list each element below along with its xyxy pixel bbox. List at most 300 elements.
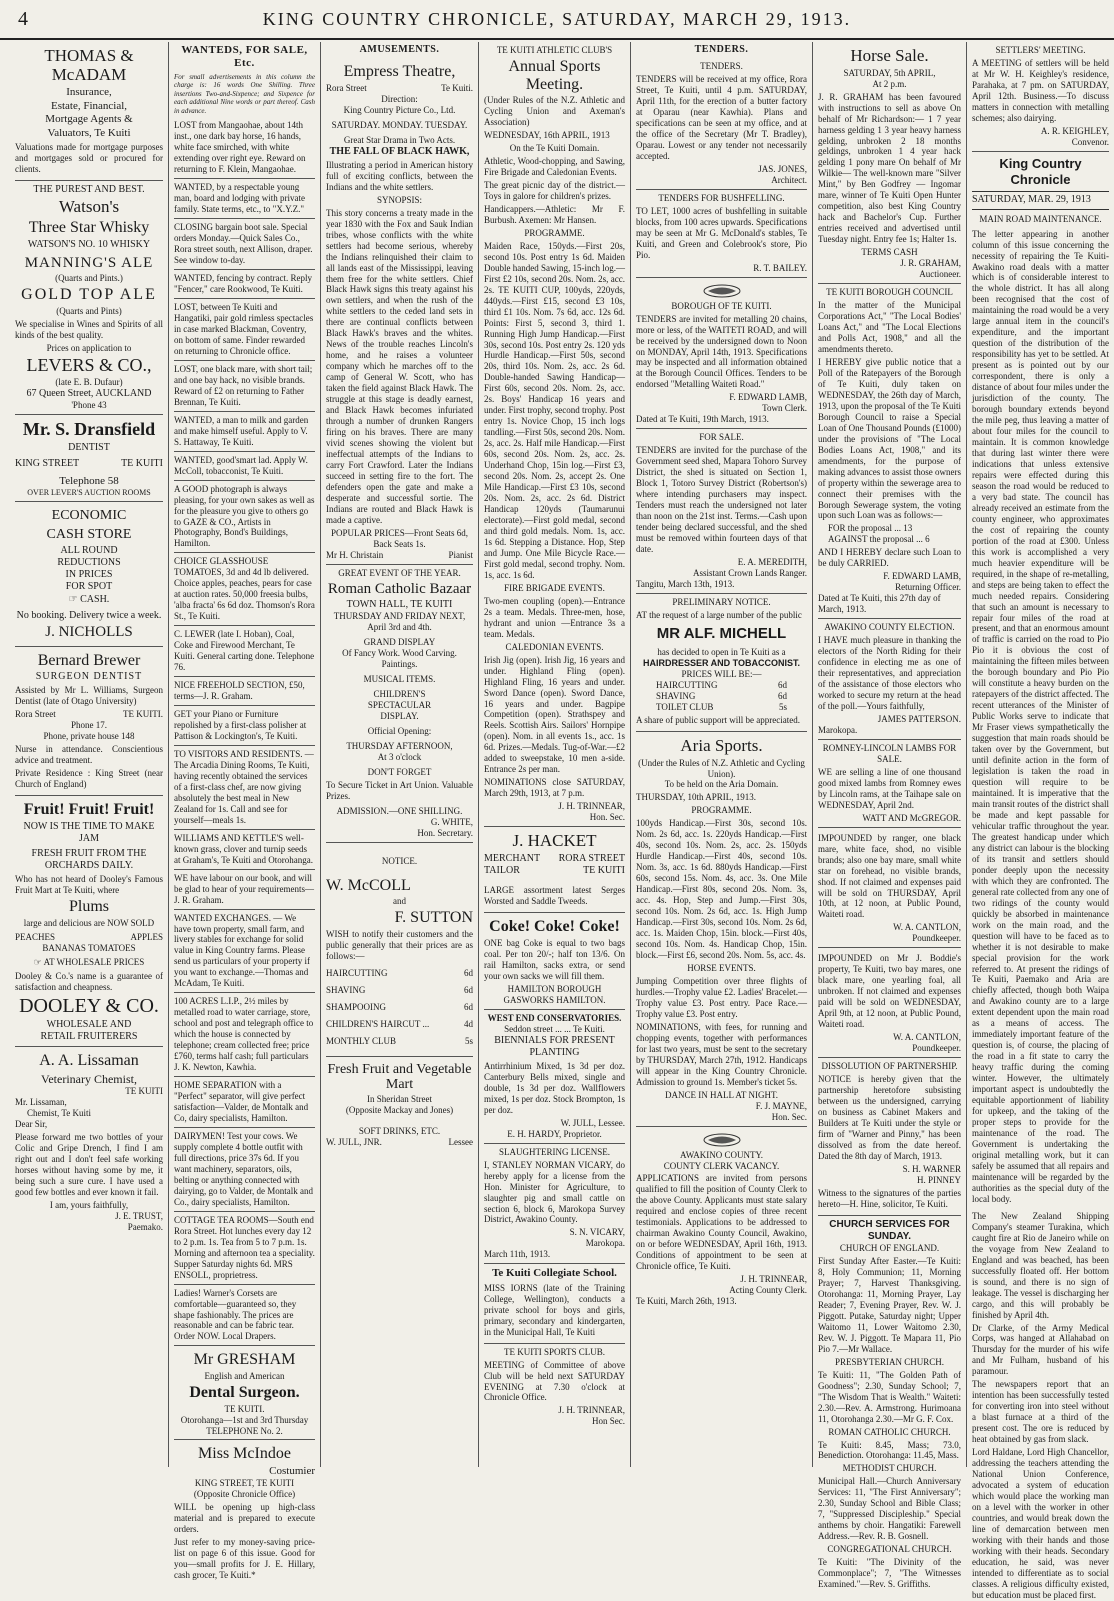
levers-address: 67 Queen Street, AUCKLAND <box>26 388 152 400</box>
news-3: The newspapers report that an intention has been successfully tested for converting iron into steel without a blast furnace at a third of the present cost. The ore is reduced by heat obtained by gas from slack. <box>972 1379 1109 1445</box>
phone-private: Phone, private house 148 <box>43 731 135 742</box>
classified-6: WANTED, a man to milk and garden and make himself useful. Apply to V. S. Hattaway, Te Kuiti. <box>174 412 315 452</box>
dear-sir: Dear Sir, <box>15 1119 48 1130</box>
patterson: JAMES PATTERSON. <box>877 713 961 724</box>
biennials-heading: BIENNIALS FOR PRESENT PLANTING <box>494 1034 615 1058</box>
trust-signature: J. E. TRUST, <box>115 1210 163 1221</box>
picture-company: King Country Picture Co., Ltd. <box>343 104 456 115</box>
classified-8: A GOOD photograph is always pleasing, for your own sakes as well as for the pleasure you give to others go to GAZE & CO., Artists in Photography, Bond's Buildings, Hamilton. <box>174 481 315 554</box>
classified-1: WANTED, by a respectable young man, board and lodging with private family. State terms, etc., to "X.Y.Z." <box>174 179 315 219</box>
dental-surgeon: Dental Surgeon. <box>189 1383 300 1401</box>
column-7 <box>966 42 1114 1600</box>
preliminary-notice: PRELIMINARY NOTICE. <box>672 596 771 607</box>
will-open: WILL be opening up high-class material and is prepared to execute orders. <box>174 1502 315 1535</box>
settlers-text: A MEETING of settlers will be held at Mr W. H. Keighley's residence, Parahaka, at 7 pm. on SATURDAY, April 12th. Business.—To discuss matters in connection with metalling schemes; also dairying. <box>972 57 1109 123</box>
price-row-2 <box>326 1002 473 1013</box>
aria-nominations: NOMINATIONS, with fees, for running and chopping events, together with performances for last two years, must be sent to the secretary by THURSDAY, March 27th, 1912. Handicaps will appear in the King Country Chronicle. Admission to ground 1s. Member's ticket 5s. <box>636 1021 807 1087</box>
apples: APPLES <box>130 931 163 942</box>
fancy-work: Of Fancy Work. Wood Carving. Paintings. <box>342 648 457 670</box>
catholic-heading: ROMAN CATHOLIC CHURCH. <box>828 1426 951 1437</box>
programme-heading: PROGRAMME. <box>524 227 585 238</box>
telephone-2: TELEPHONE No. 2. <box>206 1425 283 1436</box>
price-item: MONTHLY CLUB <box>326 1035 397 1046</box>
caledonian-heading: CALEDONIAN EVENTS. <box>505 641 604 652</box>
cash-label: ☞ CASH. <box>68 593 110 605</box>
telephone-58: Telephone 58 <box>59 474 119 487</box>
michell-price-1 <box>636 691 807 702</box>
borough-crest-icon <box>702 284 742 298</box>
hairdresser-tobacconist: HAIRDRESSER AND TOBACCONIST. <box>642 658 800 669</box>
impounded-2-ad <box>818 948 961 1058</box>
classified-5: LOST, one black mare, with short tail; and one bay hack, no visible brands. Reward of £2 on returning to Father Brennan, Te Kuiti. <box>174 361 315 412</box>
price-row-1 <box>326 985 473 996</box>
thomas-line-3: Mortgage Agents & <box>45 113 133 126</box>
opp-mackay: (Opposite Mackay and Jones) <box>345 1105 454 1116</box>
yours-faithfully: I am, yours faithfully, <box>49 1200 129 1210</box>
mcindoe-ad <box>174 1440 315 1586</box>
impounded-2-text: IMPOUNDED on Mr J. Boddie's property, Te Kuiti, two bay mares, one black mare, one yearling foal, all unbroken. If not claimed and expenses paid will be sold on WEDNESDAY, April 9th, at 12 noon, at Public Pound, Waiteti road. <box>818 953 961 1030</box>
column-5 <box>630 42 812 1467</box>
church-heading: CHURCH SERVICES FOR SUNDAY. <box>829 1218 950 1242</box>
butter-factory-tender <box>636 58 807 190</box>
poundkeeper-1: Poundkeeper. <box>912 933 961 944</box>
against-proposal: AGAINST the proposal ... 6 <box>828 534 930 545</box>
price-value: 6d <box>464 1001 473 1012</box>
prices-on-application: Prices on application to <box>46 342 132 353</box>
conservatories-ad <box>484 1010 625 1144</box>
king-street: KING STREET <box>15 458 80 470</box>
lamb-1: F. EDWARD LAMB, <box>729 392 807 403</box>
sheridan-street: In Sheridan Street <box>367 1094 432 1105</box>
column-3 <box>320 42 478 1467</box>
election-ad <box>818 619 961 740</box>
aria-title: Aria Sports. <box>680 735 763 755</box>
price-value: 6d <box>778 679 787 690</box>
notice-heading: NOTICE. <box>381 855 418 866</box>
sports-date: WEDNESDAY, 16th APRIL, 1913 <box>484 130 610 141</box>
mayne: F. J. MAYNE, <box>755 1100 807 1111</box>
watsons-title: Watson's <box>58 197 120 217</box>
slaughtering-heading: SLAUGHTERING LICENSE. <box>499 1146 610 1157</box>
dransfield-title: Mr. S. Dransfield <box>22 419 156 440</box>
classified-16: WANTED EXCHANGES. — We have town property, small farm, and livery stables for exchange for solid value in King Country farms. Please send us particulars of your property if you want to exchange.—Thomas and McAdam, Te Kuiti. <box>174 910 315 994</box>
news-4: Lord Haldane, Lord High Chancellor, addressing the teachers attending the National Union Conference, advocated a system of education which would place the working man on a level with the worker in other countries, and would break down the line of demarcation between men working with their hands and those working with their heads. Secondary education, he said, was never intended to differentiate as to social classes. A religious difficulty existed, but education must be placed first. <box>972 1447 1109 1600</box>
graham: J. R. GRAHAM, <box>900 258 961 269</box>
classified-15: WE have labour on our book, and will be glad to hear of your requirements—J. R. Graham. <box>174 870 315 910</box>
column-1 <box>10 42 168 1467</box>
march-11: March 11th, 1913. <box>484 1249 551 1260</box>
classified-13: TO VISITORS AND RESIDENTS. —The Arcadia Dining Rooms, Te Kuiti, having recently obtained the services of a first-class chef, are now giving absolutely the best meal in New Zealand for 1s. Call and see for yourself—meals 1s. <box>174 746 315 830</box>
coke-text: ONE bag Coke is equal to two bags coal. Per ton 20/-; half ton 13/6. On rail Hamilton, sacks extra, or send your own sacks we will fill them. <box>484 937 625 981</box>
aria-date: THURSDAY, 10th APRIL, 1913. <box>636 792 757 803</box>
sports-domain: On the Te Kuiti Domain. <box>509 143 600 154</box>
price-value: 6d <box>464 984 473 995</box>
michell-ad <box>636 594 807 732</box>
hacket-town: TE KUITI <box>583 865 625 877</box>
mcindoe-opposite: (Opposite Chronicle Office) <box>193 1489 296 1500</box>
congregational-heading: CONGREGATIONAL CHURCH. <box>827 1544 952 1555</box>
matter-text: In the matter of the Municipal Corporations Act," "The Local Bodies' Loans Act," and "The Local Elections and Polls Act, 1908," and all the amendments thereto. <box>818 300 961 354</box>
poll-dated: Dated at Te Kuiti, this 27th day of March, 1913. <box>818 593 941 615</box>
price-item: HAIRCUTTING <box>326 967 388 978</box>
hacket-row-1 <box>484 853 625 865</box>
dentist-label: DENTIST <box>68 442 110 454</box>
specialise-text: We specialise in Wines and Spirits of all kinds of the best quality. <box>15 318 163 340</box>
corsets-ad: Ladies! Warner's Corsets are comfortable—guaranteed so, they shape fashionably. The prices are reasonable and can be fabric tear. Order NOW. Local Drapers. <box>174 1285 315 1347</box>
page-title: KING COUNTRY CHRONICLE, SATURDAY, MARCH 29, 1913. <box>262 9 852 29</box>
watsons-ad <box>15 181 163 416</box>
settlers-meeting-ad <box>972 42 1109 152</box>
lissaman-letter: Please forward me two bottles of your Colic and Gripe Drench, I find I am right out and I don't feel safe working horses without having some by me, it being such a sure cure. I have used a good few bottles and ever known it fail. <box>15 1132 163 1198</box>
hacket-name: J. HACKET <box>512 831 597 851</box>
classified-14: WILLIAMS AND KETTLE'S well-known grass, clover and turnip seeds at Graham's, Te Kuiti and Otorohanga. <box>174 830 315 870</box>
bazaar-thursday: THURSDAY AND FRIDAY NEXT, <box>333 611 466 622</box>
lissaman-ad <box>15 1047 163 1236</box>
direction-label: Direction: <box>381 93 418 104</box>
collegiate-title: Te Kuiti Collegiate School. <box>492 1267 617 1280</box>
private-residence: Private Residence : King Street (near Church of England) <box>15 768 163 790</box>
empress-town: Te Kuiti. <box>441 82 473 93</box>
classified-19: DAIRYMEN! Test your cows. We supply complete 4 bottle outfit with full directions, price 37s 6d. If you want machinery, separators, oils, belting or anything connected with dairying, go to Valder, de Montalk and Co., dairy specialists, Hamilton. <box>174 1128 315 1212</box>
loan-poll-ad <box>818 284 961 619</box>
catholic-text: Te Kuiti: 8.45, Mass; 73.0, Benediction. Otorohanga: 11.45, Mass. <box>818 1439 961 1461</box>
economic-ad <box>15 502 163 647</box>
acting-clerk: Acting County Clerk. <box>729 1285 807 1296</box>
tenders-sub: TENDERS. <box>700 61 743 72</box>
sports-hon-sec: Hon Sec. <box>592 1416 625 1427</box>
tangitu-date: Tangitu, March 13th, 1913. <box>636 578 735 589</box>
county-crest-icon <box>702 1133 742 1147</box>
dransfield-ad <box>15 415 163 501</box>
michell-price-0 <box>636 680 807 691</box>
mayne-hon-sec: Hon. Sec. <box>771 1111 807 1122</box>
presbyterian-heading: PRESBYTERIAN CHURCH. <box>834 1356 944 1367</box>
peaches-apples <box>15 932 163 943</box>
impounded-1-ad <box>818 828 961 949</box>
amusements-heading: AMUSEMENTS. <box>359 44 440 55</box>
price-item: HAIRCUTTING <box>656 679 718 690</box>
at-3: At 3 o'clock <box>377 752 422 762</box>
impounded-1-text: IMPOUNDED by ranger, one black mare, white face, shod, no visible brands; also one bay mare, small white star on forehead, no visible brands, shod. If not claimed and expenses paid will be sold on THURSDAY, April 10th, at 12 noon, at Public Pound, Waiteti road. <box>818 832 961 920</box>
costumier: Costumier <box>269 1465 315 1478</box>
show-days: SATURDAY. MONDAY. TUESDAY. <box>331 119 468 130</box>
empress-rora: Rora Street <box>326 82 367 93</box>
tailor: TAILOR <box>484 865 520 877</box>
popular-prices: POPULAR PRICES—Front Seats 6d, Back Seats 1s. <box>330 527 469 549</box>
brewer-text: Assisted by Mr L. Williams, Surgeon Dentist (late of Otago University) <box>15 685 163 707</box>
plums-title: Plums <box>68 898 109 916</box>
dransfield-address <box>15 458 163 470</box>
vicary: S. N. VICARY, <box>569 1227 625 1238</box>
bailey: R. T. BAILEY. <box>753 262 807 273</box>
price-value: 4d <box>464 1018 473 1029</box>
caledonian-text: Irish Jig (open). Irish Jig, 16 years and under. Highland Fling (open). Highland Fling, 16 years and under. Sword Dance (open). Sword Dance, 16 years and under. Bagpipe Competition (open). Strathspey and Reels. Scottish Airs. Sailors' Hornpipe (open). Nom. in all events 1s., acc. 1s 6d. Prizes.—Medals. Tug-of-War.—£2 added to sweepstake, 10 men a-side. Entrance 2s per man. <box>484 654 625 775</box>
thomas-line-1: Insurance, <box>66 86 112 99</box>
surgeon-dentist: SURGEON DENTIST <box>35 671 143 683</box>
classified-12: GET your Piano or Furniture repolished by a first-class polisher at Pattison & Lockington's, Te Kuiti. <box>174 706 315 746</box>
editorial-date <box>972 191 1109 209</box>
cash-store-title: CASH STORE <box>46 526 132 542</box>
fruit-mart-ad <box>326 1057 473 1152</box>
michell-name: MR ALF. MICHELL <box>656 624 787 642</box>
price-item: TOILET CLUB <box>656 701 714 712</box>
pianist: Pianist <box>448 549 473 560</box>
price-row-3 <box>326 1019 473 1030</box>
classified-11: NICE FREEHOLD SECTION, £50, terms—J. R. Graham. <box>174 677 315 706</box>
lambs-ad <box>818 740 961 828</box>
mr-lissaman: Mr. Lissaman, <box>15 1097 67 1108</box>
hardy: E. H. HARDY, Proprietor. <box>507 1128 602 1139</box>
brewer-te-kuiti: TE KUITI. <box>123 709 163 720</box>
bushfelling-text: TO LET, 1000 acres of bushfelling in suitable blocks, from 100 acres upwards. Specifications may be seen at Mr G. McDonald's stables, Te Kuiti, and Green and Colebrook's store, Pio Pio. <box>636 205 807 260</box>
horse-sale-title: Horse Sale. <box>850 46 929 65</box>
horse-sale-text: J. R. GRAHAM has been favoured with instructions to sell as above On behalf of Mr Richardson:— 1 7 year harness gelding 1 3 year heavy harness gelding, unbroken 2 18 months geldings, unbroken 1 4 year hack gelding 1 pony mare On behalf of Mr Wilkie— The well-known mare "Silver Mint," by Ben Godfrey — Ingomar mare, winner of Te Kuiti Open Hunter competition, also best King Country hack and Bachelor's Cup. Further entries received and advertised until Tuesday night. Entry fee 1s; Halter 1s. <box>818 91 961 245</box>
editorial-date-text: SATURDAY, MAR. 29, 1913 <box>972 194 1091 206</box>
sports-club-ad <box>484 1344 625 1431</box>
meredith: E. A. MEREDITH, <box>737 556 807 567</box>
aria-sports-ad <box>636 732 807 1127</box>
nurse-text: Nurse in attendance. Conscientious advice and treatment. <box>15 744 163 766</box>
thursday-afternoon: THURSDAY AFTERNOON, <box>346 741 453 752</box>
chemist-te-kuiti: Chemist, Te Kuiti <box>27 1108 91 1119</box>
election-text: I HAVE much pleasure in thanking the electors of the North Riding for their confidence in electing me as one of their representatives, and appreciation of the assistance of those electors who worked to secure my return at the head of the poll.—Yours faithfully, <box>818 635 961 711</box>
wholesale-and: WHOLESALE AND <box>46 1018 132 1030</box>
pinney: H. PINNEY <box>917 1174 961 1185</box>
english-american: English and American <box>204 1371 285 1381</box>
election-heading: AWAKINO COUNTY ELECTION. <box>824 622 955 633</box>
congregational-text: Te Kuiti: "The Divinity of the Commonplace"; 7, "The Witnesses Examined."—Rev. S. Griffiths. <box>818 1557 961 1590</box>
price-item: SHAVING <box>656 690 696 701</box>
classified-0: LOST from Mangaohae, about 14th inst., one dark bay horse, 16 hands, white face smirched, with white extending over right eye. Reward on returning to F. Klein, Mangaohae. <box>174 117 315 179</box>
news-2: Dr Clarke, of the Army Medical Corps, was hanged at Allahabad on Thursday for the murder of his wife and Mr Fulham, husband of his paramour. <box>972 1322 1109 1377</box>
brewer-ad <box>15 647 163 797</box>
awakino-county: AWAKINO COUNTY. <box>679 1149 764 1160</box>
decided-text: has decided to open in Te Kuiti as a <box>657 647 786 658</box>
wholesale-prices: ☞ AT WHOLESALE PRICES <box>33 956 145 967</box>
gold-top-ale: GOLD TOP ALE <box>21 286 157 304</box>
classified-18: HOME SEPARATION with a "Perfect" separator, will give perfect satisfaction—Valder, de Montalk and Co, dairy specialists, Hamilton. <box>174 1077 315 1128</box>
aria-programme-heading: PROGRAMME. <box>691 805 752 816</box>
bananas: BANANAS TOMATOES <box>42 942 136 953</box>
cantlon-2: W. A. CANTLON, <box>893 1032 961 1043</box>
nicholls-name: J. NICHOLLS <box>45 624 133 641</box>
guarantee-text: Dooley & Co.'s name is a guarantee of satisfaction and cheapness. <box>15 970 163 992</box>
purest-best: THE PUREST AND BEST. <box>33 183 145 195</box>
now-time: NOW IS THE TIME TO MAKE JAM <box>23 820 155 844</box>
classified-4: LOST, between Te Kuiti and Hangatiki, pair gold rimless spectacles in case marked Blackman, Coventry, on bottom of same. Finder rewarded on returning to Chronicle office. <box>174 299 315 361</box>
annual-sports: Annual Sports Meeting. <box>508 57 601 93</box>
county-trinnear: J. H. TRINNEAR, <box>740 1274 807 1285</box>
fall-black-hawk: THE FALL OF BLACK HAWK, <box>329 145 470 157</box>
borough-dated: Dated at Te Kuiti, 19th March, 1913. <box>636 414 769 425</box>
horse-sale-ad <box>818 42 961 284</box>
newspaper-columns <box>0 42 1114 1600</box>
watsons-10: WATSON'S NO. 10 WHISKY <box>27 239 151 251</box>
empress-ad <box>326 58 473 565</box>
jull-jnr: W. JULL, JNR. <box>326 1137 382 1148</box>
county-dated: Te Kuiti, March 26th, 1913. <box>636 1296 737 1307</box>
mcindoe-address: KING STREET, TE KUITI <box>194 1478 295 1489</box>
horse-sale-time: At 2 p.m. <box>872 78 907 89</box>
thomas-line-2: Estate, Financial, <box>50 99 128 112</box>
barbers-ad <box>326 843 473 1057</box>
bazaar-april: April 3rd and 4th. <box>367 622 432 633</box>
architect: Architect. <box>771 174 807 185</box>
brewer-name: Bernard Brewer <box>37 651 141 669</box>
mcindoe-name: Miss McIndoe <box>198 1445 291 1463</box>
admission: ADMISSION.—ONE SHILLING. <box>336 805 463 816</box>
fruit-mart-title: Fresh Fruit and Vegetable Mart <box>327 1061 472 1093</box>
borough-council: TE KUITI BOROUGH COUNCIL <box>826 287 953 298</box>
west-end: WEST END CONSERVATORIES. <box>487 1012 622 1023</box>
prices-will-be: PRICES WILL BE:— <box>681 669 762 680</box>
town-clerk: Town Clerk. <box>762 403 807 414</box>
childrens: CHILDREN'S <box>373 689 426 700</box>
romney-text: WE are selling a line of one thousand good mixed lambs from Romney ewes by Lincoln rams, at the Taihape sale on WEDNESDAY, April 2nd. <box>818 766 961 810</box>
classified-17: 100 ACRES L.I.P., 2½ miles by metalled road to water carriage, store, school and post and telegraph office to which the house is connected by telephone; cream collected free; price £760, terms half cash; full particulars J. K. Newton, Kawhia. <box>174 993 315 1077</box>
settlers-heading: SETTLERS' MEETING. <box>995 45 1086 55</box>
christain: Mr H. Christain <box>326 549 384 560</box>
romney-heading: ROMNEY-LINCOLN LAMBS FOR SALE. <box>822 742 957 764</box>
seed-shed-tender <box>636 429 807 594</box>
lamb-2: F. EDWARD LAMB, <box>883 571 961 582</box>
quarts-2: (Quarts and Pints) <box>56 305 122 316</box>
bazaar-title: Roman Catholic Bazaar <box>327 580 472 597</box>
display-label: DISPLAY. <box>380 711 419 722</box>
sports-club-heading: TE KUITI SPORTS CLUB. <box>504 1346 605 1357</box>
auctioneer: Auctioneer. <box>919 269 961 280</box>
applications-text: APPLICATIONS are invited from persons qualified to fill the position of County Clerk to the above County. Applicants must state salary required and enclose copies of three recent testimonials. Applications to be addressed to chairman Awakino County Council, Awakino, on or before WEDNESDAY, April 16th, 1913. Conditions of appointment to be seen at Chronicle office, Te Kuiti. <box>636 1173 807 1272</box>
wish-text: WISH to notify their customers and the public generally that their prices are as follows:— <box>326 928 473 961</box>
horse-events-text: Jumping Competition over three flights of hurdles.—Trophy value £2. Ladies' Bracelet.—Trophy value £3. Post entry. Pace Race.—Trophy value £3. Post entry. <box>636 975 807 1019</box>
keighley: A. R. KEIGHLEY, <box>1040 125 1109 136</box>
aria-programme-text: 100yds Handicap.—First 30s, second 10s. Nom. 2s 6d, acc. 1s. 220yds Handicap.—First 40s, second 10s. Nom. 2s, acc. 2s. 150yds Hurdle Handicap.—First 40s, second 10s. Nom. 3s, acc. 1s 6d. 880yds Handicap.—First 60s, second 15s. Nom. 4s, acc. 3s. One Mile Handicap.—First 80s, second 20s. Nom. 3s, acc. 4s. Hop, Step and Jump.—First 30s, second 10s. Nom. 2s 6d, acc. 1s. High Jump Handicap.—First 30s, second 10s. Nom. 2s 6d, acc. 1s. Maiden Chop, 15in. block.—First 40s, second 10s. Nom. 4s. Handicap Chop, 15in. block.—First £6, second 20s. Nom. 5s, acc. 4s. <box>636 818 807 961</box>
price-row-4 <box>326 1036 473 1047</box>
price-value: 6d <box>778 690 787 701</box>
fire-brigade-text: Two-men coupling (open).—Entrance 2s a team. Medals. Three-men, hose, hydrant and union —Entrance 3s a team. Medals. <box>484 595 625 639</box>
levers-title: LEVERS & CO., <box>26 354 152 375</box>
gresham-te-kuiti: TE KUITI. <box>224 1403 265 1414</box>
hacket-rora: RORA STREET <box>558 852 625 864</box>
dissolution-ad <box>818 1058 961 1216</box>
levers-phone: 'Phone 43 <box>71 400 107 411</box>
page-number: 4 <box>18 8 28 30</box>
column-6 <box>812 42 966 1590</box>
for-sale-text: TENDERS are invited for the purchase of the Government seed shed, Mapara Tohoro Survey District, the shed is situated on Section 1, Block 1, Totoro Survey District (Robertson's) where intending purchasers may inspect. Tenders must reach the undersigned not later than noon on the 21st inst. Terms.—Cash upon tender being declared successful, and the shed must be removed within fourteen days of that date. <box>636 445 807 554</box>
jas-jones: JAS. JONES, <box>758 163 807 174</box>
bushfelling-tender <box>636 190 807 278</box>
handicappers: Handicappers.—Athletic: Mr F. Burbush. Axemen: Mr Hansen. <box>484 203 625 225</box>
athletic-ad <box>484 42 625 827</box>
warner: S. H. WARNER <box>902 1163 961 1174</box>
news-1: The New Zealand Shipping Company's steamer Turakina, which caught fire at Rio de Janeiro while on the voyage from New Zealand to England and was beached, has been successfully floated off. Her bottom is sound, and there is no sign of leakage. The vessel is discharging her cargo, and this will probably be finished by April 4th. <box>972 1210 1109 1320</box>
sutton-name: F. SUTTON <box>394 909 473 927</box>
classified-10: C. LEWER (late I. Hoban), Coal, Coke and Firewood Merchant, Te Kuiti. General carting done. Telephone 76. <box>174 626 315 677</box>
methodist-heading: METHODIST CHURCH. <box>842 1463 937 1474</box>
witness-text: Witness to the signatures of the parties hereto—H. Hine, solicitor, Te Kuiti. <box>818 1187 961 1209</box>
mccoll-name: W. McCOLL <box>326 876 411 894</box>
masthead <box>0 0 1114 40</box>
returning-officer: Returning Officer. <box>895 582 961 593</box>
collegiate-text: MISS IORNS (late of the Training College, Wellington), conducts a private school for boys and girls, primary, secondary and kindergarten, in the Municipal Hall, Te Kuiti <box>484 1282 625 1337</box>
horse-events: HORSE EVENTS. <box>687 962 756 973</box>
paper-name: King Country Chronicle <box>999 155 1082 187</box>
soft-drinks: SOFT DRINKS, ETC. <box>358 1126 441 1137</box>
methodist-text: Municipal Hall.—Church Anniversary Services: 11, "The First Anniversary"; 2.30, Sunday School and Bible Class; 7, "Suppressed Discipleship." Special anthems by choir. Hangatiki: Farewell Address.—Rev. R. B. Gosnell. <box>818 1476 961 1542</box>
levers-late: (late E. B. Dufaur) <box>55 377 123 388</box>
retail-fruiterers: RETAIL FRUITERERS <box>40 1030 138 1042</box>
trinnear: J. H. TRINNEAR, <box>558 801 625 812</box>
great-star: Great Star Drama in Two Acts. <box>343 134 456 145</box>
otorohanga-days: Otorohanga—1st and 3rd Thursday <box>180 1414 309 1425</box>
hacket-ad <box>484 827 625 913</box>
declare-text: AND I HEREBY declare such Loan to be duly CARRIED. <box>818 547 961 569</box>
hacket-row-2 <box>484 865 625 877</box>
dance-hall: DANCE IN HALL AT NIGHT. <box>664 1089 779 1100</box>
column-2 <box>168 42 320 1581</box>
rates-text: For small advertisements in this column the charge is: 16 words One Shilling. Three insertions Two-and-Sixpence; and Sixpence for each additional Nine words or part thereof. Cash in advance. <box>174 72 315 115</box>
editorial-text: The letter appearing in another column of this issue concerning the necessity of repairing the Te Kuiti-Awakino road deals with a matter which is of considerable interest to the whole district. It has all along been recognised that the cost of maintaining the road would be a very large annual item in the council's expenditure, and the important question of the distribution of the responsibility has yet to be settled. At present as is pointed out by our correspondent, there is only a distance of about four miles under the jurisdiction of the county. The borough boundary extends beyond the mile peg, thus leaving a matter of about four miles for the council to maintain. It is common knowledge that during last winter there were indications that unless extensive repairs were effected during this season the road would be reduced to a very bad state. The council has already received an estimate from the county engineer, who approximates the cost of repairing the county portion of the road at £300. Unless this work is accomplished a very much heavier expenditure will be required, in the shape of re-metalling, and steps are being taken to effect the much needed repairs. Considering that such an amount is necessary to repair four miles of the road at present, and that an enormous amount of traffic is carried on the road to Pio Pio it is obvious the cost of maintaining the fifteen miles between the borough boundary and Pio Pio will constitute a heavy burden on the ratepayers of the district affected. The recent utterances of the Minister of Public Works serve to indicate that Mr Fraser views sympathetically the suggestion that main roads should be taken over by the Government, but until definite action in the form of legislation is taken the road in question will require to be maintained. It is imperative that the main transit routes of the district shall be made and kept passable for vehicular traffic throughout the year. The greatest handicap under which any district can labour is the blocking of its transit and settlers should ponder deeply upon the necessity with which they are confronted. The general rate collected from any one of two ridings of the county would quickly be absorbed in maintenance work on the main road, and the question will have to be faced as to whether it is not desirable to make special provision for the work referred to. At present the ridings of Te Kuiti, Paemako and Aria are chiefly affected, though both Waipa and Awakino county are to a large extent dependent upon the main road as a means of access. The immediately important feature of the question is, of course, the placing of the road in a fit state to carry the heavy traffic during the coming winter. However, the ultimately important aspect is undoubtedly the equitable apportionment of liability for upkeep, and the taking of the proper steps to provide for the maintenance of the road. The Government is undertaking the original metalling work, but it can safely be assumed that all repairs and maintenance will be regarded by the authorities as the special duty of the local body. <box>972 228 1109 1204</box>
price-value: 5s <box>778 701 787 712</box>
programme-text: Maiden Race, 150yds.—First 20s, second 10s. Post entry 1s 6d. Maiden Double handed Sawing, 15-inch log.—First £2 10s, second 20s. Nom. 2s, acc. 2s. TE KUITI CUP, 100yds, 220yds, 440yds.—First £15, second £3 10s, third £1 10s. Nom. 7s 6d, acc. 12s 6d. Points: First 5, second 3, third 1. Running High Jump Handicap.—First 30s, second 10s. Post entry 2s. 120 yds Hurdle Handicap.—First 50s, second 20s, third 10s. Nom. 2s, acc. 2s 6d. Double-handed Sawing Handicap—First 60s, second 20s. Nom. 2s, acc. 2s. Boys' Handicap 16 years and under. First trophy, second trophy. Post entry 1s. Novice Chop, 15 inch logs tandling.—First 50s, second 20s. Nom. 2s, acc. 2s. Half mile Handicap.—First 60s, second 20s. Nom. 2s, acc. 2s. Underhand Chop, 15in log.—First £3, second 20s. Nom. 2s, accept 2s. One Mile Handicap.—First £3 10s, second 20s. Nom. 2s, acc. 2s 6d. District Handicap 120yds (Taumarunui electorate).—First gold medal, second and third gold medals. Nom. 1s, acc. 1s 6d. Stepping a Distance. Hop, Step and Jump. One Mile Bicycle Race.—First gold medal, second trophy. Nom. 1s, acc. 1s 6d. <box>484 240 625 580</box>
england-heading: CHURCH OF ENGLAND. <box>839 1243 940 1254</box>
biennials-text: Antirrhinium Mixed, 1s 3d per doz. Canterbury Bells mixed, single and double, 1s 3d per doz. Wallflowers mixed, 1s per doz. Stock Brompton, 1s per doz. <box>484 1060 625 1115</box>
official-opening: Official Opening: <box>367 726 432 737</box>
wanteds-heading: WANTEDS, FOR SALE, Etc. <box>181 44 308 70</box>
three-star-whisky: Three Star Whisky <box>28 218 150 236</box>
jull-lessee: Lessee <box>448 1137 473 1148</box>
merchant: MERCHANT <box>484 852 541 864</box>
price-value: 5s <box>464 1035 473 1046</box>
classified-20: COTTAGE TEA ROOMS—South end Rora Street. Hot lunches every day 12 to 2 p.m. 1s. Tea from 5 to 7 p.m. 1s. Morning and afternoon tea a speciality. Supper Saturday nights 6d. MRS ENSOLL, proprietress. <box>174 1212 315 1285</box>
main-road-heading: MAIN ROAD MAINTENANCE. <box>979 213 1102 224</box>
mannings-ale: MANNING'S ALE <box>24 254 154 271</box>
musical-items: MUSICAL ITEMS. <box>363 674 436 685</box>
thomas-text: Valuations made for mortgage purposes and mortgages sold or procured for clients. <box>15 142 163 174</box>
and-label: and <box>393 896 406 907</box>
for-sale-heading: FOR SALE. <box>699 432 744 443</box>
county-clerk-ad <box>636 1127 807 1311</box>
slaughtering-ad <box>484 1144 625 1265</box>
gresham-name: Mr GRESHAM <box>193 1351 296 1369</box>
poundkeeper-2: Poundkeeper. <box>912 1043 961 1054</box>
thomas-mcadam-ad <box>15 42 163 181</box>
dont-forget: DON'T FORGET <box>367 766 432 777</box>
under-rules: (Under Rules of the N.Z. Athletic and Cycling Union and Axeman's Association) <box>484 95 625 128</box>
w-jull-lessee: W. JULL, Lessee. <box>560 1117 625 1128</box>
dooley-title: DOOLEY & CO. <box>19 994 159 1017</box>
synopsis-heading: SYNOPSIS: <box>376 194 423 205</box>
price-row-0 <box>326 968 473 979</box>
just-refer: Just refer to my money-saving price-list on page 6 of this issue. Good for you—small profits for J. E. Hillary, cash grocer, Te Kuiti.* <box>174 1537 315 1581</box>
aria-domain: To be held on the Aria Domain. <box>664 779 779 790</box>
large-assortment: LARGE assortment latest Serges Worsted and Saddle Tweeds. <box>484 885 625 907</box>
convenor: Convenor. <box>1071 136 1109 147</box>
price-item: SHAMPOOING <box>326 1001 387 1012</box>
classified-7: WANTED, good'smart lad. Apply W. McColl, tobacconist, Te Kuiti. <box>174 452 315 481</box>
te-kuiti-label: TE KUITI <box>121 458 163 470</box>
fruit-title: Fruit! Fruit! Fruit! <box>23 801 155 819</box>
horse-sale-date: SATURDAY, 5th APRIL, <box>843 67 936 78</box>
vet-te-kuiti: TE KUITI <box>125 1086 163 1097</box>
borough-heading: BOROUGH OF TE KUITI. <box>671 300 772 311</box>
reductions: REDUCTIONS <box>57 557 121 569</box>
tenders-text: TENDERS will be received at my office, Rora Street, Te Kuiti, until 4 p.m. SATURDAY, April 11th, for the erection of a butter factory at Oparau (near Kawhia). Plans and specifications can be seen at my office, and at the office of the Secretary (Mr T. Bradley), Oparau. Lowest or any tender not necessarily accepted. <box>636 74 807 161</box>
sports-trinnear: J. H. TRINNEAR, <box>558 1405 625 1416</box>
trinnear-hon-sec: Hon. Sec. <box>589 812 625 823</box>
dissolution-text: NOTICE is hereby given that the partnership heretofore subsisting between us the undersigned, carrying on business as Cabinet Makers and Builders at Te Kuiti under the style or firm of "Warner and Pinny," has been dissolved as from the date hereof. Dated the 8th day of March, 1913. <box>818 1074 961 1161</box>
secure-ticket: To Secure Ticket in Art Union. Valuable Prizes. <box>326 779 473 801</box>
